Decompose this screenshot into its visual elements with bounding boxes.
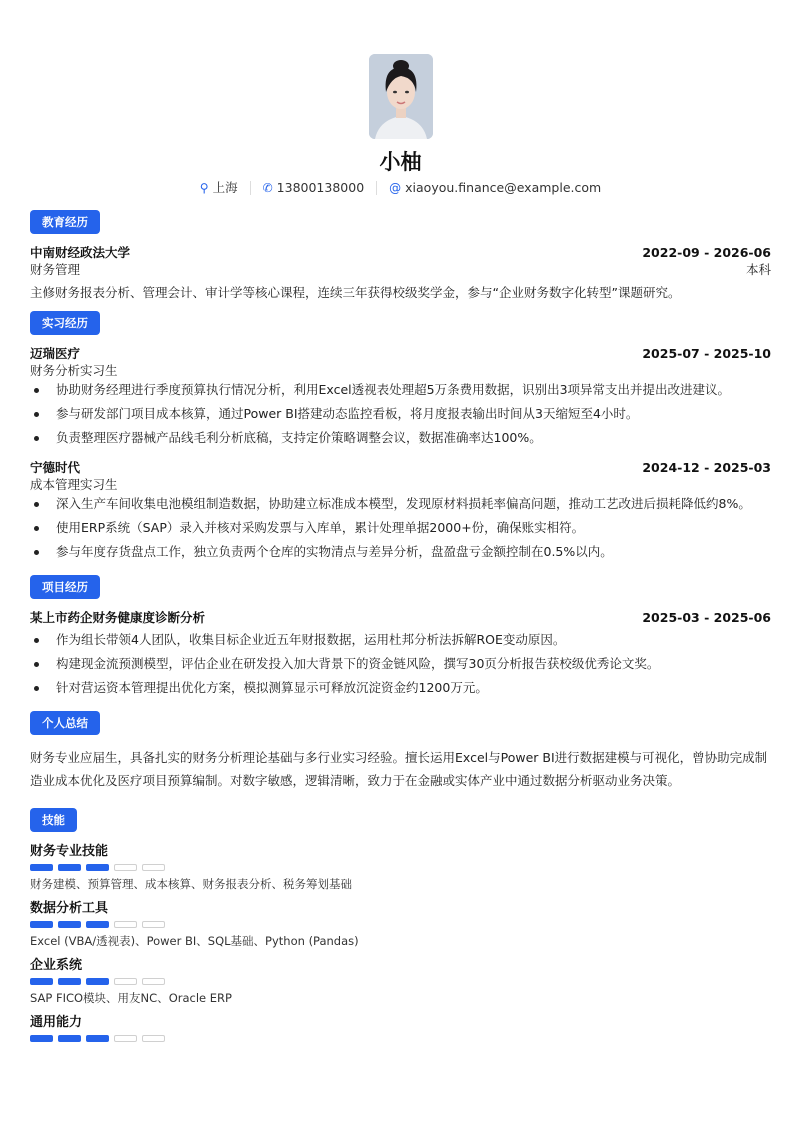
skill-item bbox=[30, 843, 771, 892]
list-item: 构建现金流预测模型，评估企业在研发投入加大背景下的资金链风险，撰写30页分析报告获校级优秀论文奖。 bbox=[30, 655, 771, 673]
skill-level-bar bbox=[30, 921, 771, 928]
skill-name: 通用能力 bbox=[30, 1015, 83, 1030]
level-segment-filled bbox=[58, 1035, 81, 1042]
level-segment-filled bbox=[86, 864, 109, 871]
skill-name: 数据分析工具 bbox=[30, 901, 109, 916]
internship-entry bbox=[30, 345, 771, 447]
divider bbox=[376, 181, 377, 195]
company-name: 宁德时代 bbox=[30, 460, 81, 475]
level-segment-filled bbox=[86, 921, 109, 928]
level-segment-filled bbox=[86, 978, 109, 985]
level-segment-filled bbox=[30, 1035, 53, 1042]
project-entry bbox=[30, 609, 771, 697]
internship-entry bbox=[30, 459, 771, 561]
list-item: 作为组长带领4人团队，收集目标企业近五年财报数据，运用杜邦分析法拆解ROE变动原因。 bbox=[30, 631, 771, 649]
education-dates: 2022-09 - 2026-06 bbox=[642, 245, 771, 260]
section-title-skills: 技能 bbox=[30, 808, 77, 832]
email-at-icon: @ bbox=[389, 181, 402, 195]
skill-item bbox=[30, 900, 771, 949]
section-title-summary: 个人总结 bbox=[30, 711, 100, 735]
skill-level-bar bbox=[30, 978, 771, 985]
location-pin-icon: ⚲ bbox=[199, 181, 209, 195]
list-item: 参与年度存货盘点工作，独立负责两个仓库的实物清点与差异分析，盘盈盘亏金额控制在0.5%以内。 bbox=[30, 543, 771, 561]
summary-section bbox=[30, 711, 771, 792]
bullet-list bbox=[30, 631, 771, 697]
list-item: 深入生产车间收集电池模组制造数据，协助建立标准成本模型，发现原材料损耗率偏高问题，推动工艺改进后损耗降低约8%。 bbox=[30, 495, 771, 513]
contact-info bbox=[30, 179, 771, 197]
section-title-projects: 项目经历 bbox=[30, 575, 100, 599]
school-name: 中南财经政法大学 bbox=[30, 245, 131, 260]
level-segment-empty bbox=[142, 864, 165, 871]
skill-name: 企业系统 bbox=[30, 958, 83, 973]
level-segment-empty bbox=[114, 1035, 137, 1042]
skills-section bbox=[30, 808, 771, 1042]
level-segment-filled bbox=[58, 978, 81, 985]
phone: 13800138000 bbox=[276, 180, 365, 195]
level-segment-filled bbox=[86, 1035, 109, 1042]
list-item: 针对营运资本管理提出优化方案，模拟测算显示可释放沉淀资金约1200万元。 bbox=[30, 679, 771, 697]
section-title-internship: 实习经历 bbox=[30, 311, 100, 335]
skill-level-bar bbox=[30, 1035, 771, 1042]
skill-item bbox=[30, 957, 771, 1006]
candidate-name: 小柚 bbox=[379, 150, 422, 174]
divider bbox=[250, 181, 251, 195]
major: 财务管理 bbox=[30, 262, 81, 277]
level-segment-filled bbox=[30, 864, 53, 871]
level-segment-empty bbox=[142, 921, 165, 928]
skill-detail: 财务建模、预算管理、成本核算、财务报表分析、税务筹划基础 bbox=[30, 877, 352, 891]
skill-detail: SAP FICO模块、用友NC、Oracle ERP bbox=[30, 991, 232, 1005]
skill-name: 财务专业技能 bbox=[30, 844, 109, 859]
job-role: 成本管理实习生 bbox=[30, 477, 118, 492]
internship-section bbox=[30, 311, 771, 561]
level-segment-empty bbox=[114, 864, 137, 871]
education-description: 主修财务报表分析、管理会计、审计学等核心课程，连续三年获得校级奖学金，参与“企业财务数字化转型”课题研究。 bbox=[30, 285, 681, 300]
bullet-list bbox=[30, 381, 771, 447]
level-segment-filled bbox=[58, 864, 81, 871]
email-link[interactable]: xiaoyou.finance@example.com bbox=[405, 180, 602, 195]
skills-list bbox=[30, 843, 771, 1042]
level-segment-empty bbox=[142, 1035, 165, 1042]
project-name: 某上市药企财务健康度诊断分析 bbox=[30, 610, 206, 625]
education-section bbox=[30, 210, 771, 304]
list-item: 参与研发部门项目成本核算，通过Power BI搭建动态监控看板，将月度报表输出时间从3天缩短至4小时。 bbox=[30, 405, 771, 423]
skill-item bbox=[30, 1014, 771, 1042]
level-segment-empty bbox=[114, 921, 137, 928]
skill-level-bar bbox=[30, 864, 771, 871]
company-name: 迈瑞医疗 bbox=[30, 346, 81, 361]
bullet-list bbox=[30, 495, 771, 561]
resume-header bbox=[30, 0, 771, 197]
job-role: 财务分析实习生 bbox=[30, 363, 118, 378]
level-segment-empty bbox=[142, 978, 165, 985]
project-dates: 2025-03 - 2025-06 bbox=[642, 610, 771, 625]
education-entry bbox=[30, 244, 771, 304]
internship-dates: 2025-07 - 2025-10 bbox=[642, 346, 771, 361]
level-segment-filled bbox=[58, 921, 81, 928]
list-item: 协助财务经理进行季度预算执行情况分析，利用Excel透视表处理超5万条费用数据，识别出3项异常支出并提出改进建议。 bbox=[30, 381, 771, 399]
list-item: 负责整理医疗器械产品线毛利分析底稿，支持定价策略调整会议，数据准确率达100%。 bbox=[30, 429, 771, 447]
location: 上海 bbox=[212, 180, 238, 195]
phone-icon: ✆ bbox=[262, 181, 273, 195]
project-section bbox=[30, 575, 771, 697]
profile-photo bbox=[369, 54, 433, 139]
resume-page bbox=[30, 0, 771, 1047]
level-segment-filled bbox=[30, 978, 53, 985]
section-title-education: 教育经历 bbox=[30, 210, 100, 234]
degree: 本科 bbox=[745, 262, 771, 277]
level-segment-empty bbox=[114, 978, 137, 985]
list-item: 使用ERP系统（SAP）录入并核对采购发票与入库单，累计处理单据2000+份，确保账实相符。 bbox=[30, 519, 771, 537]
summary-text: 财务专业应届生，具备扎实的财务分析理论基础与多行业实习经验。擅长运用Excel与Power BI进行数据建模与可视化，曾协助完成制造业成本优化及医疗项目预算编制。对数字敏感，逻辑清晰，致力于在金融或实体产业中通过数据分析驱动业务决策。 bbox=[30, 750, 768, 788]
skill-detail: Excel (VBA/透视表)、Power BI、SQL基础、Python (Pandas) bbox=[30, 934, 359, 948]
level-segment-filled bbox=[30, 921, 53, 928]
internship-dates: 2024-12 - 2025-03 bbox=[642, 460, 771, 475]
